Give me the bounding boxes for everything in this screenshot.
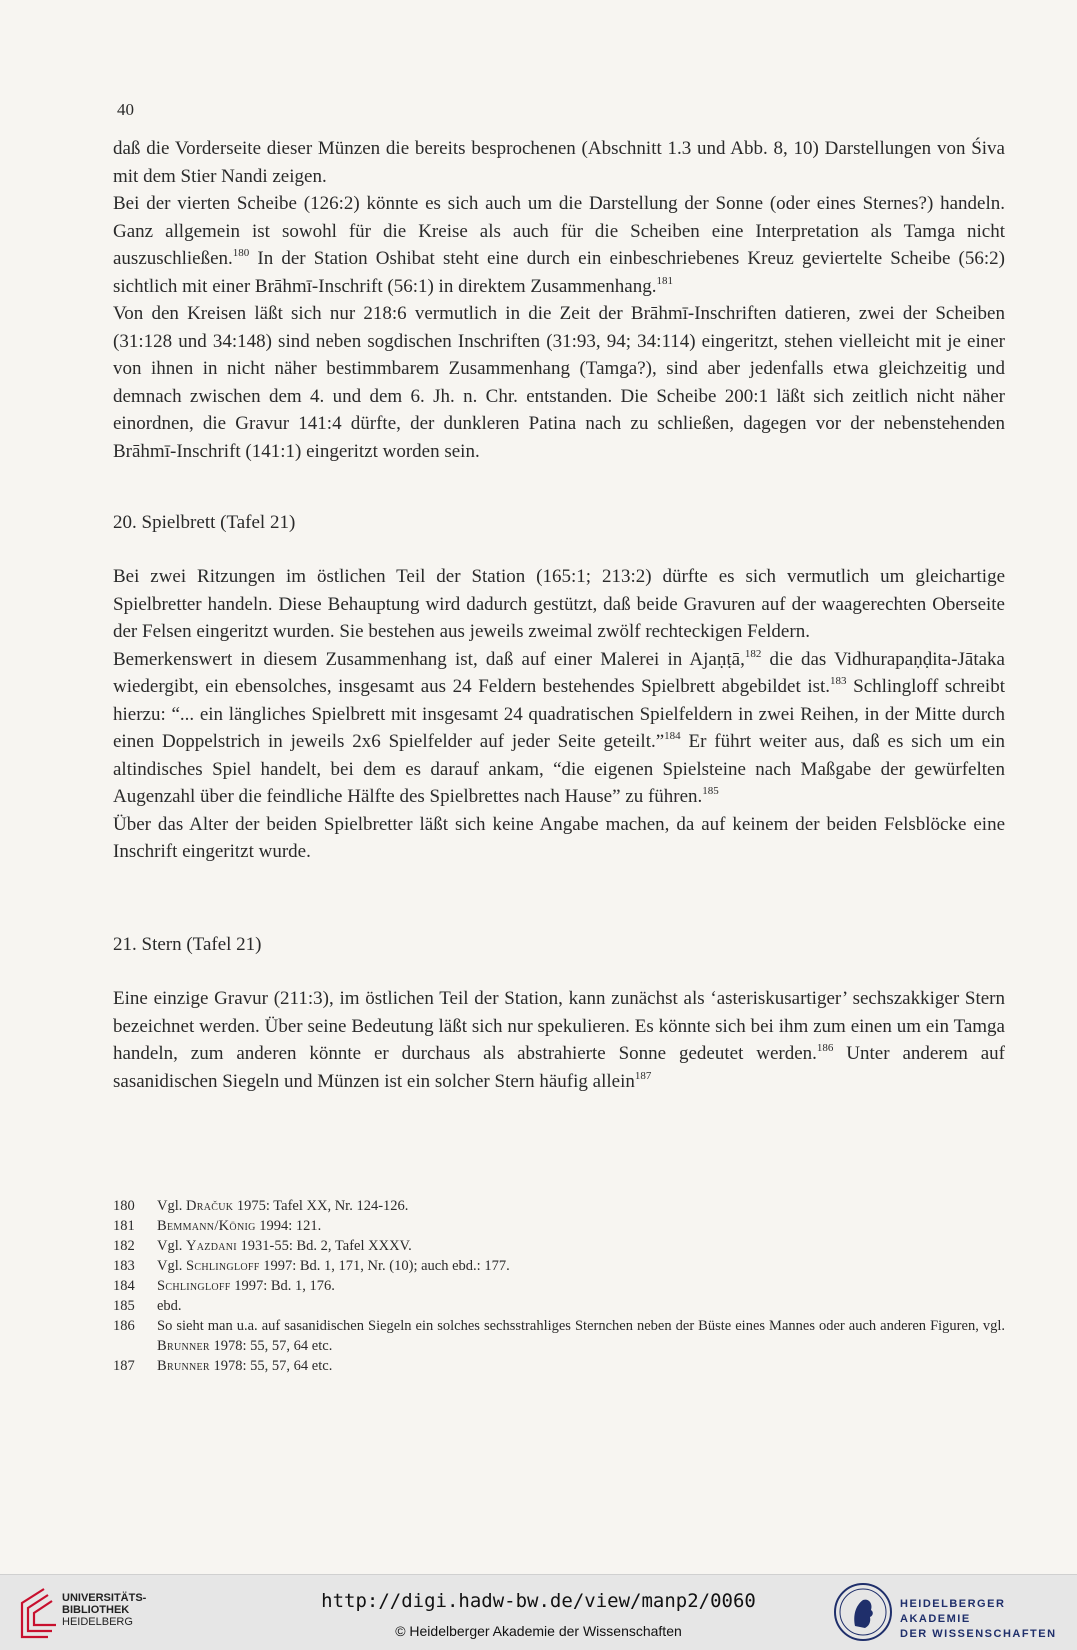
footnote-187	[113, 1356, 1005, 1376]
text-run: 1994: 121.	[255, 1218, 322, 1234]
paragraph	[113, 300, 1005, 465]
footnote-text	[157, 1256, 1005, 1276]
footnote-number: 180	[113, 1198, 135, 1214]
text-run: So sieht man u.a. auf sasanidischen Siegeln ein solches sechsstrahliges Sternchen neben der Büste eines Mannes oder auch anderen Figuren, vgl.	[157, 1318, 1005, 1334]
footnote-text	[157, 1356, 1005, 1376]
footnote-number: 181	[113, 1218, 135, 1234]
text-run: Bemerkenswert in diesem Zusammenhang ist, daß auf einer Malerei in Ajaṇṭā,	[113, 648, 745, 670]
footnote-text	[157, 1296, 1005, 1316]
footnote-number: 182	[113, 1238, 135, 1254]
footnote-number: 183	[113, 1258, 135, 1274]
text-run: 1978: 55, 57, 64 etc.	[209, 1338, 333, 1354]
author-name: Bemmann/König	[157, 1218, 256, 1234]
text-run: die das Vidhurapaṇḍita-Jātaka wiedergibt, ein ebensolches, insgesamt aus 24 Feldern bestehendes Spielbrett abgebildet ist.	[113, 648, 1005, 697]
footnote-text	[157, 1196, 1005, 1216]
footnote-183	[113, 1256, 1005, 1276]
text-run: Von den Kreisen läßt sich nur 218:6 vermutlich in die Zeit der Brāhmī-Inschriften datieren, zwei der Scheiben (31:128 und 34:148) sind neben sogdischen Inschriften (31:93, 94; 34:114) eingeritzt, stehen vielleicht mit je einer von ihnen in nicht näher bestimmbarem Zusammenhang (Tamga?), sind aber jedenfalls etwa gleichzeitig und demnach zwischen dem 4. und dem 6. Jh. n. Chr. entstanden. Die Scheibe 200:1 läßt sich zeitlich nicht näher einordnen, die Gravur 141:4 dürfte, der dunkleren Patina nach zu schließen, dagegen vor der nebenstehenden Brāhmī-Inschrift (141:1) eingeritzt worden sein.	[113, 303, 1005, 462]
section-heading-20: 20. Spielbrett (Tafel 21)	[113, 512, 296, 533]
footnotes	[113, 1196, 1005, 1376]
footnote-text	[157, 1236, 1005, 1256]
footnote-reference[interactable]: 181	[656, 274, 673, 287]
text-run: 1997: Bd. 1, 176.	[230, 1278, 335, 1294]
text-run: Vgl.	[157, 1238, 186, 1254]
text-run: Vgl.	[157, 1258, 186, 1274]
text-run: In der Station Oshibat steht eine durch ein einbeschriebenes Kreuz geviertelte Scheibe (56:2) sichtlich mit einer Brāhmī-Inschrift (56:1) in direktem Zusammenhang.	[113, 248, 1005, 297]
footnote-number: 184	[113, 1278, 135, 1294]
footnote-text	[157, 1316, 1005, 1356]
author-name: Brunner	[157, 1338, 210, 1354]
author-name: Yazdani	[186, 1238, 237, 1254]
author-name: Schlingloff	[157, 1278, 231, 1294]
footnote-text	[157, 1216, 1005, 1236]
footnote-185	[113, 1296, 1005, 1316]
footnote-reference[interactable]: 187	[634, 1069, 652, 1082]
paragraph	[113, 563, 1005, 646]
text-run: Bei zwei Ritzungen im östlichen Teil der Station (165:1; 213:2) dürfte es sich vermutlich um gleichartige Spielbretter handeln. Diese Behauptung wird dadurch gestützt, daß beide Gravuren auf der waagerechten Oberseite der Felsen eingeritzt wurden. Sie bestehen aus jeweils zweimal zwölf rechteckigen Feldern.	[113, 566, 1005, 642]
text-run: Vgl.	[157, 1198, 186, 1214]
author-name: Schlingloff	[186, 1258, 260, 1274]
body-text-intro	[113, 135, 1005, 465]
paragraph	[113, 811, 1005, 866]
permalink-url[interactable]: http://digi.hadw-bw.de/view/manp2/0060	[321, 1590, 756, 1612]
text-run: 1997: Bd. 1, 171, Nr. (10); auch ebd.: 177.	[259, 1258, 510, 1274]
text-run: 1931-55: Bd. 2, Tafel XXXV.	[236, 1238, 412, 1254]
academy-name: HEIDELBERGER AKADEMIE DER WISSENSCHAFTEN	[900, 1598, 1057, 1640]
footnote-180	[113, 1196, 1005, 1216]
paragraph	[113, 135, 1005, 190]
footnote-number: 185	[113, 1298, 135, 1314]
footnote-reference[interactable]: 180	[232, 247, 250, 259]
text-run: 1975: Tafel XX, Nr. 124-126.	[233, 1198, 409, 1214]
text-run: Über das Alter der beiden Spielbretter läßt sich keine Angabe machen, da auf keinem der beiden Felsblöcke eine Inschrift eingeritzt wurde.	[113, 813, 1005, 862]
paragraph	[113, 985, 1005, 1095]
footnote-186	[113, 1316, 1005, 1356]
academy-seal-icon[interactable]	[833, 1582, 893, 1642]
text-run: ebd.	[157, 1298, 182, 1314]
body-text-section-21	[113, 985, 1005, 1095]
footnote-reference[interactable]: 186	[816, 1042, 834, 1054]
footnote-number: 186	[113, 1318, 135, 1334]
footnote-181	[113, 1216, 1005, 1236]
text-run: 1978: 55, 57, 64 etc.	[209, 1358, 333, 1374]
text-run: Schlingloff schreibt hierzu: “... ein längliches Spielbrett mit insgesamt 24 quadratischen Spielfeldern in zwei Reihen, in der Mitte durch einen Doppelstrich in jeweils 2x6 Spielfelder auf jeder Seite geteilt.”	[113, 676, 1005, 752]
page-number: 40	[117, 100, 134, 119]
footnote-reference[interactable]: 183	[830, 675, 847, 687]
text-run: Bei der vierten Scheibe (126:2) könnte es sich auch um die Darstellung der Sonne (oder eines Sternes?) handeln. Ganz allgemein ist sowohl für die Kreise als auch für die Scheiben eine Interpretation als Tamga nicht auszuschließen.	[113, 193, 1005, 269]
author-name: Dračuk	[186, 1198, 234, 1214]
footnote-text	[157, 1276, 1005, 1296]
copyright-notice: © Heidelberger Akademie der Wissenschaften	[395, 1623, 682, 1639]
footer-bar	[0, 1574, 1077, 1650]
text-run: Unter anderem auf sasanidischen Siegeln und Münzen ist ein solcher Stern häufig allein	[113, 1043, 1005, 1092]
author-name: Brunner	[157, 1358, 210, 1374]
footnote-reference[interactable]: 184	[664, 730, 681, 742]
text-run: Er führt weiter aus, daß es sich um ein altindisches Spiel handelt, bei dem es darauf ankam, “die eigenen Spielsteine nach Maßgabe der gewürfelten Augenzahl über die feindliche Hälfte des Spielbrettes nach Hause” zu führen.	[113, 731, 1005, 807]
footnote-reference[interactable]: 185	[702, 785, 719, 797]
paragraph	[113, 190, 1005, 300]
footnote-reference[interactable]: 182	[744, 647, 762, 660]
text-run: Eine einzige Gravur (211:3), im östlichen Teil der Station, kann zunächst als ‘asteriskusartiger’ sechszakkiger Stern bezeichnet werden. Über seine Bedeutung läßt sich nur spekulieren. Es könnte sich bei ihm zum einen um ein Tamga handeln, zum anderen könnte er durchaus als abstrahierte Sonne gedeutet werden.	[113, 988, 1005, 1064]
footnote-number: 187	[113, 1358, 135, 1374]
footnote-184	[113, 1276, 1005, 1296]
body-text-section-20	[113, 563, 1005, 866]
section-heading-21: 21. Stern (Tafel 21)	[113, 934, 262, 955]
paragraph	[113, 646, 1005, 811]
text-run: daß die Vorderseite dieser Münzen die bereits besprochenen (Abschnitt 1.3 und Abb. 8, 10) Darstellungen von Śiva mit dem Stier Nandi zeigen.	[113, 138, 1005, 187]
footnote-182	[113, 1236, 1005, 1256]
university-library-name: UNIVERSITÄTS- BIBLIOTHEK HEIDELBERG	[62, 1592, 147, 1628]
